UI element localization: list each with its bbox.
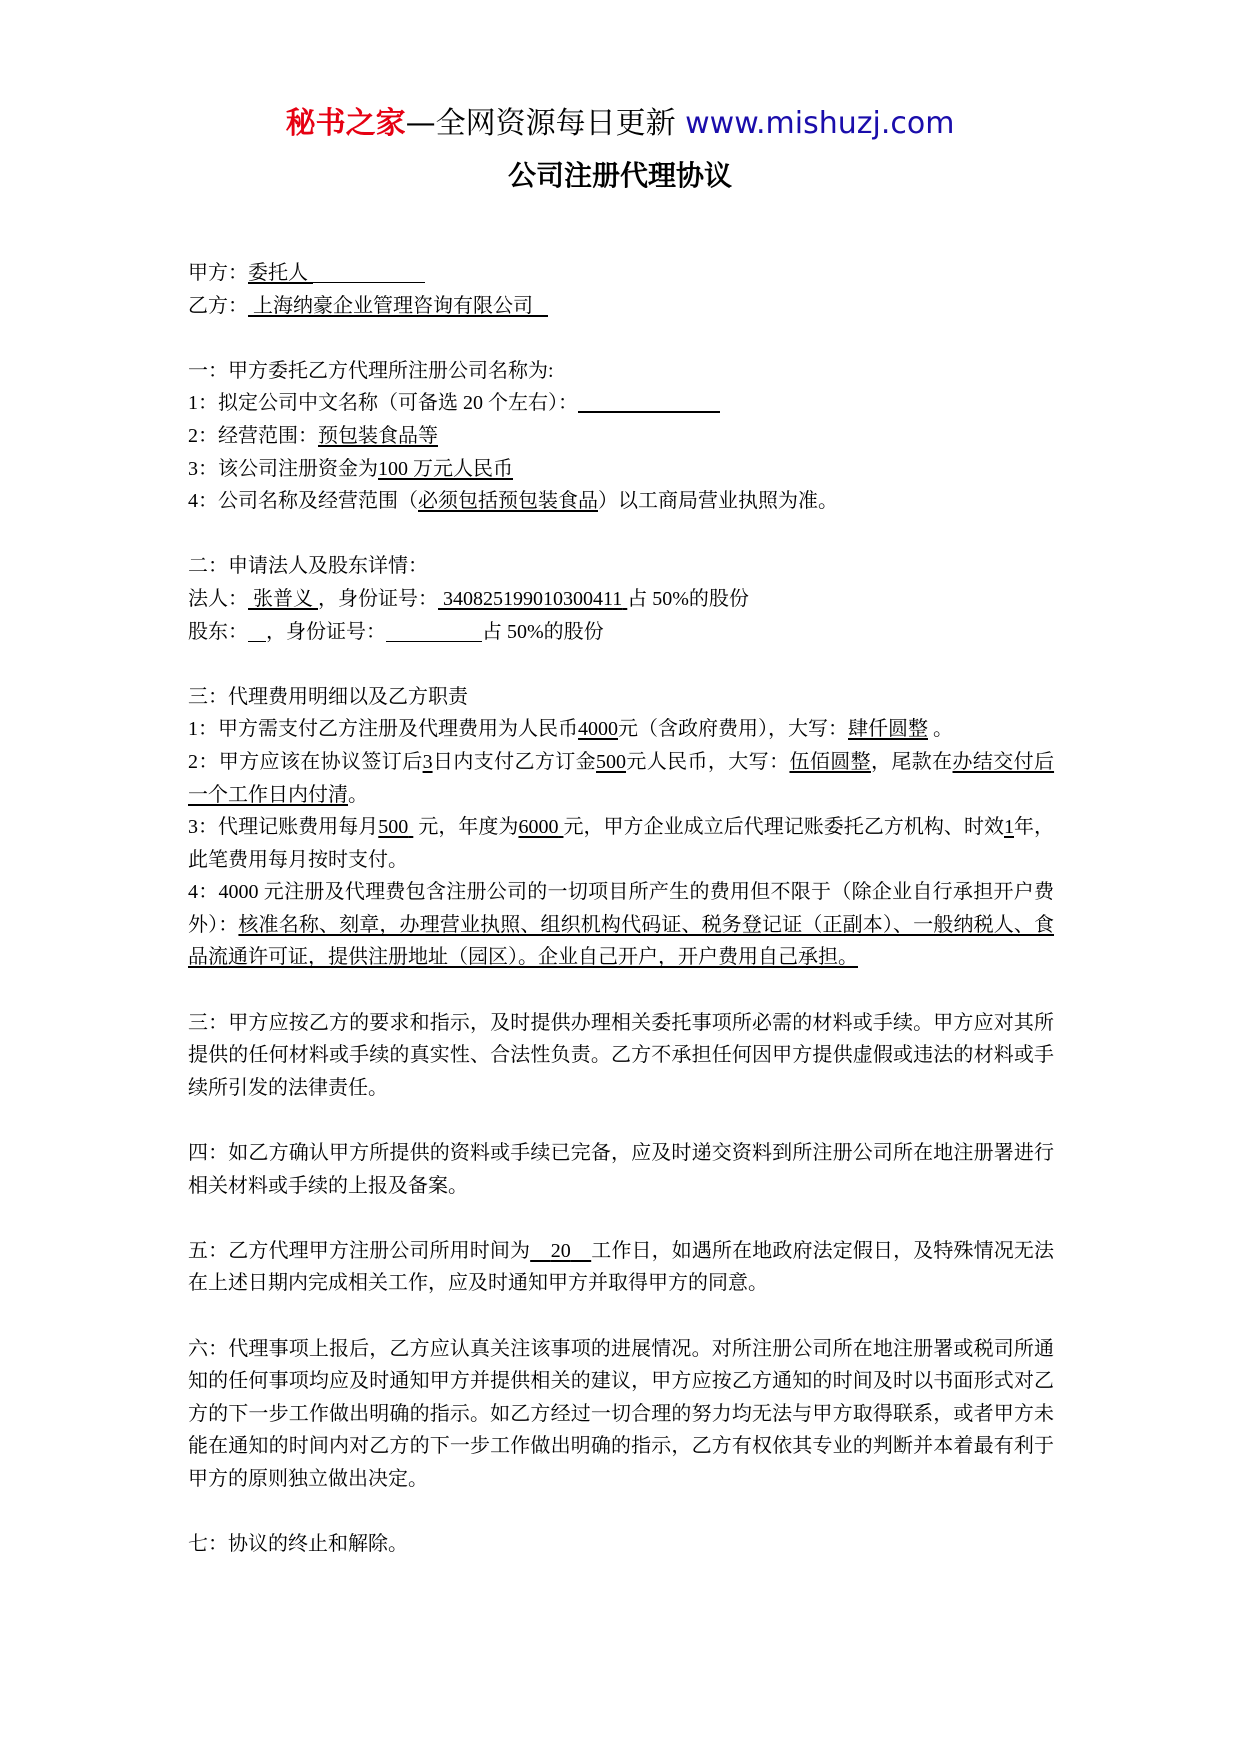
deposit-amount: 500 <box>596 750 627 773</box>
item-1-text: 1：拟定公司中文名称（可备选 20 个左右）： <box>188 392 578 415</box>
fee-amount: 4000 <box>578 718 618 741</box>
registered-capital-value: 100 万元人民币 <box>378 457 513 480</box>
clause-san: 三：甲方应按乙方的要求和指示，及时提供办理相关委托事项所必需的材料或手续。甲方应对其所提供的任何材料或手续的真实性、合法性负责。乙方不承担任何因甲方提供虚假或违法的材料或手续所引发的法律责任。 <box>188 1011 1054 1099</box>
brand-name: 秘书之家 <box>285 106 406 141</box>
site-url-link[interactable]: www.mishuzj.com <box>685 106 955 141</box>
clause-qi: 七：协议的终止和解除。 <box>188 1533 408 1556</box>
clause-liu: 六：代理事项上报后，乙方应认真关注该事项的进展情况。对所注册公司所在地注册署或税司所通知的任何事项均应及时通知甲方并提供相关的建议，甲方应按乙方通知的时间及时以书面形式对乙方的下一步工作做出明确的指示。如乙方经过一切合理的努力均无法与甲方取得联系，或者甲方未能在通知的时间内对乙方的下一步工作做出明确的指示，乙方有权依其专业的判断并本着最有利于甲方的原则独立做出决定。 <box>188 1337 1054 1490</box>
party-a-label: 甲方： <box>188 262 248 284</box>
party-b-label: 乙方： <box>188 294 248 317</box>
bookkeeping-term: 1 <box>1004 816 1014 839</box>
clause-wu: 五：乙方代理甲方注册公司所用时间为 20 工作日，如遇所在地政府法定假日，及特殊情况无法在上述日期内完成相关工作，应及时通知甲方并取得甲方的同意。 <box>188 1239 1055 1295</box>
fee-item-2: 2：甲方应该在协议签订后3日内支付乙方订金500元人民币，大写：伍佰圆整，尾款在办结交付后一个工作日内付清。 <box>188 750 1055 806</box>
annual-bookkeeping-fee: 6000 <box>518 816 559 839</box>
header-slogan: —全网资源每日更新 <box>405 106 676 141</box>
section-1-item-3: 3：该公司注册资金为100 万元人民币 <box>188 457 513 480</box>
registration-days: 20 <box>550 1239 571 1262</box>
party-b-line <box>188 290 1054 323</box>
shareholder-line: 股东： ，身份证号： 占 50%的股份 <box>188 620 604 643</box>
fee-amount-upper: 肆仟圆整 <box>848 718 928 741</box>
fee-item-1: 1：甲方需支付乙方注册及代理费用为人民币4000元（含政府费用），大写：肆仟圆整 。 <box>188 718 953 741</box>
included-services: 核准名称、刻章，办理营业执照、组织机构代码证、税务登记证（正副本）、一般纳税人、食品流通许可证，提供注册地址（园区）。企业自己开户，开户费用自己承担。 <box>188 913 1055 969</box>
party-b-value: 上海纳豪企业管理咨询有限公司 <box>253 294 533 317</box>
party-a-blank <box>313 260 425 283</box>
document-title: 公司注册代理协议 <box>507 159 732 192</box>
business-scope-value: 预包装食品等 <box>318 424 438 447</box>
shareholder-name-blank <box>248 619 266 642</box>
deposit-days: 3 <box>422 750 433 773</box>
clause-si: 四：如乙方确认甲方所提供的资料或手续已完备，应及时递交资料到所注册公司所在地注册署进行相关材料或手续的上报及备案。 <box>188 1142 1054 1197</box>
legal-person-name: 张普义 <box>253 587 313 610</box>
balance-term: 办结交付后一个工作日内付清 <box>188 750 1055 806</box>
fee-item-4: 4：4000 元注册及代理费包含注册公司的一切项目所产生的费用但不限于（除企业自行承担开户费外）：核准名称、刻章，办理营业执照、组织机构代码证、税务登记证（正副本）、一般纳税人、食品流通许可证，提供注册地址（园区）。企业自己开户，开户费用自己承担。 <box>188 881 1055 969</box>
section-1-heading: 一：甲方委托乙方代理所注册公司名称为: <box>188 359 554 382</box>
legal-person-line: 法人： 张普义 ，身份证号： 340825199010300411 占 50%的股份 <box>188 587 749 610</box>
fee-item-3: 3：代理记账费用每月500 元，年度为6000 元，甲方企业成立后代理记账委托乙方机构、时效1年，此笔费用每月按时支付。 <box>188 816 1055 871</box>
party-a-line <box>188 257 1054 290</box>
section-1-item-2: 2：经营范围：预包装食品等 <box>188 424 438 447</box>
document-body <box>188 257 1054 1561</box>
section-2-heading: 二：申请法人及股东详情： <box>188 555 428 578</box>
shareholder-id-blank <box>386 619 482 642</box>
scope-requirement-value: 必须包括预包装食品 <box>418 490 598 513</box>
section-3-heading: 三：代理费用明细以及乙方职责 <box>188 685 468 708</box>
section-1-item-4: 4：公司名称及经营范围（必须包括预包装食品）以工商局营业执照为准。 <box>188 490 838 513</box>
section-1-item-1 <box>188 387 1054 420</box>
site-header <box>0 104 1240 144</box>
deposit-amount-upper: 伍佰圆整 <box>789 750 871 773</box>
party-a-value: 委托人 <box>248 262 308 284</box>
legal-person-id: 340825199010300411 <box>443 587 623 610</box>
company-name-blank <box>578 389 720 413</box>
monthly-bookkeeping-fee: 500 <box>378 816 409 839</box>
